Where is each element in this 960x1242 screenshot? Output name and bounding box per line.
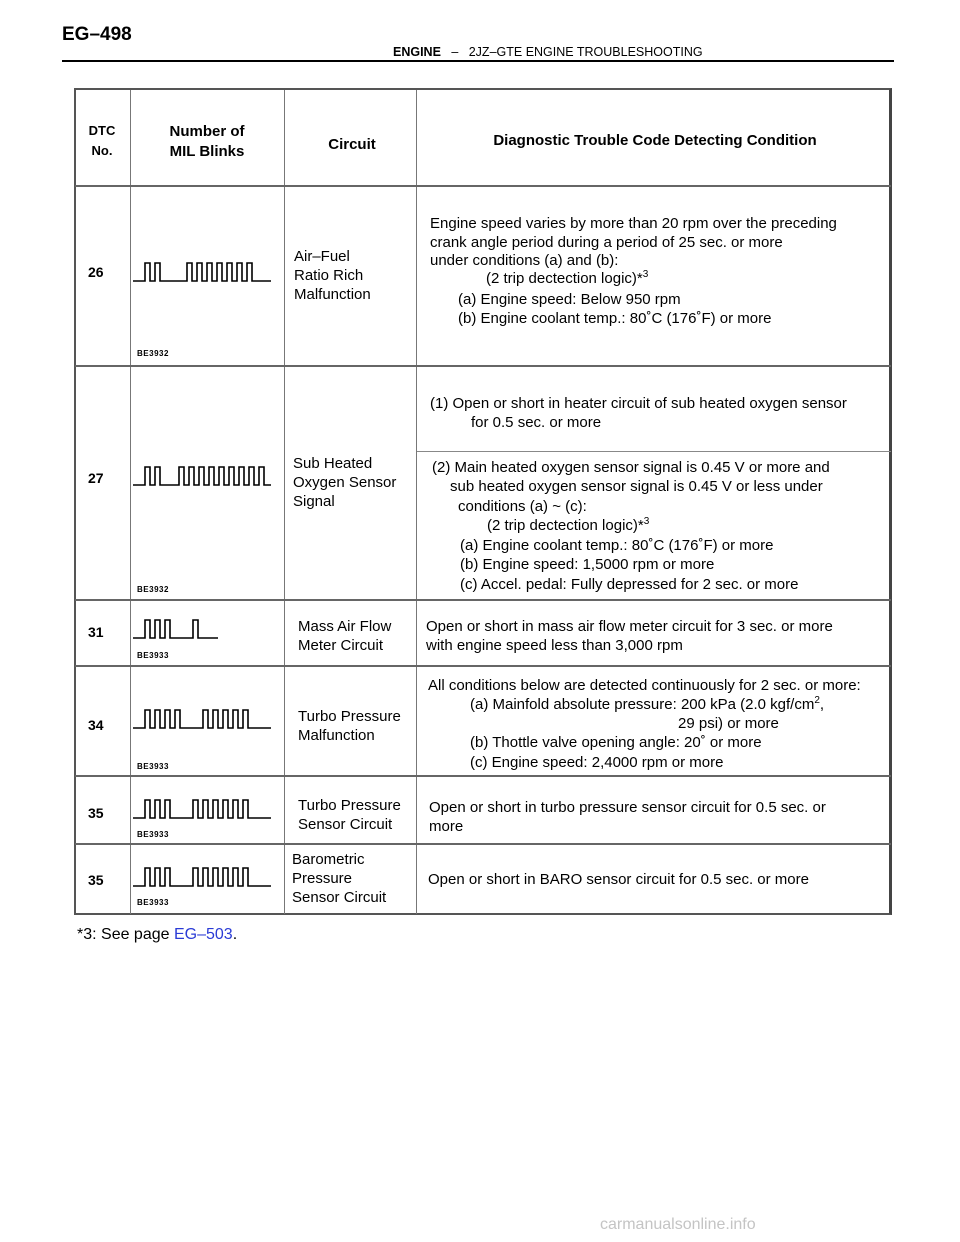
row-divider <box>75 599 891 601</box>
figure-code: BE3933 <box>137 830 169 839</box>
circuit-line: Signal <box>293 493 335 510</box>
circuit-name <box>298 707 401 745</box>
mil-blink-pattern <box>133 463 273 489</box>
condition-line: Open or short in BARO sensor circuit for 0.5 sec. or more <box>428 871 809 888</box>
circuit-line: Turbo Pressure <box>298 797 401 814</box>
condition-line: sub heated oxygen sensor signal is 0.45 V or less under <box>450 478 823 495</box>
circuit-line: Malfunction <box>298 727 375 744</box>
dtc-number: 26 <box>88 264 104 280</box>
section-title: ENGINE <box>393 45 441 59</box>
comma-text: , <box>819 696 825 713</box>
condition-line: (1) Open or short in heater circuit of sub heated oxygen sensor <box>430 395 847 412</box>
footnote-ref: 3 <box>643 516 650 527</box>
dtc-number: 27 <box>88 470 104 486</box>
section-header <box>393 45 703 59</box>
circuit-line: Pressure <box>292 870 353 887</box>
header-separator: – <box>451 45 459 59</box>
condition-line: (a) Engine speed: Below 950 rpm <box>458 291 681 308</box>
circuit-line: Barometric <box>292 851 365 868</box>
watermark: carmanualsonline.info <box>600 1216 756 1233</box>
condition-line <box>487 516 649 535</box>
circuit-line: Oxygen Sensor <box>293 474 397 491</box>
header-condition: Diagnostic Trouble Code Detecting Condition <box>493 132 817 149</box>
circuit-line: Ratio Rich <box>294 267 364 284</box>
dtc-number: 35 <box>88 872 104 888</box>
condition-line: (2) Main heated oxygen sensor signal is 0.45 V or more and <box>432 459 830 476</box>
mil-blink-pattern <box>133 706 273 732</box>
condition-line: Open or short in turbo pressure sensor circuit for 0.5 sec. or <box>429 799 826 816</box>
condition-line: (a) Engine coolant temp.: 80˚C (176˚F) or more <box>460 537 774 554</box>
circuit-line: Mass Air Flow <box>298 618 392 635</box>
row-divider <box>75 365 891 367</box>
circuit-name <box>294 247 371 304</box>
circuit-name <box>298 796 401 834</box>
section-subtitle: 2JZ–GTE ENGINE TROUBLESHOOTING <box>468 45 703 59</box>
header-dtc <box>80 121 124 161</box>
superscript: 2 <box>814 695 820 706</box>
header-blinks <box>148 122 266 162</box>
trip-logic-text: (2 trip dectection logic)* <box>487 517 644 534</box>
header-blinks-line2: MIL Blinks <box>169 143 245 160</box>
page-number: EG–498 <box>62 24 132 45</box>
figure-code: BE3933 <box>137 898 169 907</box>
mil-blink-pattern <box>133 616 273 642</box>
trip-logic-text: (2 trip dectection logic)* <box>486 270 643 287</box>
row-divider <box>75 843 891 845</box>
circuit-name <box>292 850 386 907</box>
dtc-number: 34 <box>88 717 104 733</box>
header-dtc-line2: No. <box>91 143 113 158</box>
column-divider <box>416 90 417 914</box>
footnote-ref: 3 <box>642 269 649 280</box>
circuit-line: Sub Heated <box>293 455 373 472</box>
circuit-line: Air–Fuel <box>294 248 350 265</box>
figure-code: BE3933 <box>137 762 169 771</box>
row-divider <box>417 451 891 452</box>
mil-blink-pattern <box>133 259 273 285</box>
condition-line: Open or short in mass air flow meter circuit for 3 sec. or more <box>426 618 833 635</box>
condition-line: more <box>429 818 464 835</box>
condition-line: (c) Accel. pedal: Fully depressed for 2 sec. or more <box>460 576 799 593</box>
condition-line <box>470 695 824 714</box>
footnote-end: . <box>232 926 238 943</box>
circuit-name <box>293 454 396 511</box>
condition-line <box>486 269 648 288</box>
circuit-line: Turbo Pressure <box>298 708 401 725</box>
condition-line: with engine speed less than 3,000 rpm <box>426 637 683 654</box>
footnote-text: *3: See page <box>77 926 174 943</box>
dtc-number: 35 <box>88 805 104 821</box>
condition-line: conditions (a) ~ (c): <box>458 498 587 515</box>
footnote <box>77 926 237 944</box>
pressure-text: (a) Mainfold absolute pressure: 200 kPa (2.0 kgf/cm <box>470 696 815 713</box>
condition-line: (b) Thottle valve opening angle: 20˚ or more <box>470 734 762 751</box>
mil-blink-pattern <box>133 796 273 822</box>
circuit-line: Malfunction <box>294 286 371 303</box>
condition-line: Engine speed varies by more than 20 rpm over the preceding <box>430 215 837 232</box>
condition-line: (c) Engine speed: 2,4000 rpm or more <box>470 754 724 771</box>
header-blinks-line1: Number of <box>169 123 245 140</box>
row-divider <box>75 665 891 667</box>
condition-line: under conditions (a) and (b): <box>430 252 619 269</box>
column-divider <box>284 90 285 914</box>
header-circuit: Circuit <box>328 136 376 153</box>
dtc-number: 31 <box>88 624 104 640</box>
condition-line: (b) Engine coolant temp.: 80˚C (176˚F) or more <box>458 310 772 327</box>
header-rule <box>62 60 894 62</box>
figure-code: BE3932 <box>137 585 169 594</box>
header-dtc-line1: DTC <box>88 123 116 138</box>
circuit-name <box>298 617 391 655</box>
condition-line: All conditions below are detected continuously for 2 sec. or more: <box>428 677 861 694</box>
row-divider <box>75 185 891 187</box>
column-divider <box>130 90 131 914</box>
condition-line: crank angle period during a period of 25 sec. or more <box>430 234 783 251</box>
figure-code: BE3933 <box>137 651 169 660</box>
condition-line: for 0.5 sec. or more <box>471 414 602 431</box>
page-link[interactable]: EG–503 <box>173 926 233 943</box>
condition-line: (b) Engine speed: 1,5000 rpm or more <box>460 556 715 573</box>
condition-line: 29 psi) or more <box>678 715 779 732</box>
mil-blink-pattern <box>133 864 273 890</box>
row-divider <box>75 775 891 777</box>
circuit-line: Sensor Circuit <box>298 816 393 833</box>
circuit-line: Sensor Circuit <box>292 889 387 906</box>
circuit-line: Meter Circuit <box>298 637 384 654</box>
figure-code: BE3932 <box>137 349 169 358</box>
